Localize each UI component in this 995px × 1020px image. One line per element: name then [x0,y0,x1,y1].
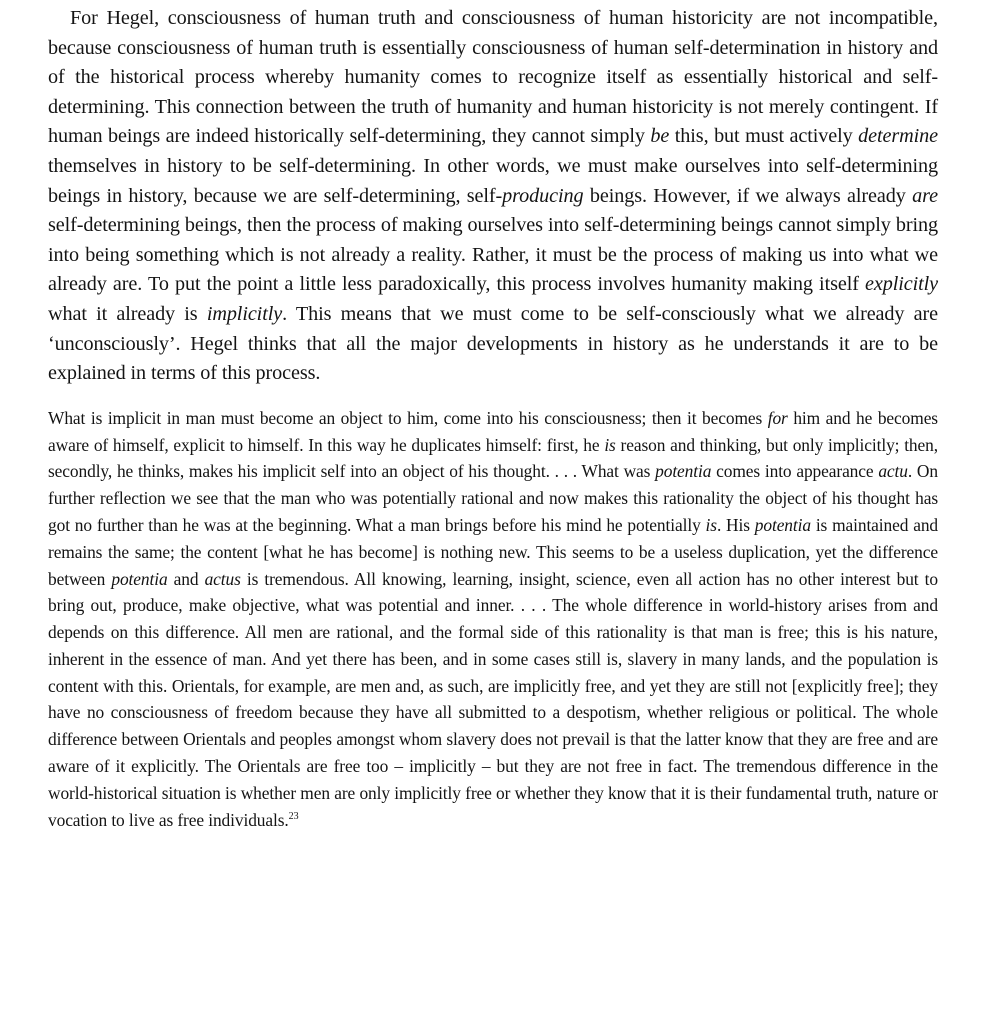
emphasis: be [650,125,670,148]
emphasis: explicitly [865,273,938,296]
emphasis: is [705,514,717,535]
emphasis: determine [858,125,938,148]
emphasis: for [767,407,788,428]
emphasis: potentia [111,568,168,589]
emphasis: potentia [655,461,712,482]
emphasis: actu [878,461,908,482]
emphasis: implicitly [206,302,283,325]
quote-text: What is implicit in man must become an object to him, come into his consciousness; then it becomes for him and he becomes aware of himself, explicit to himself. In this way he duplicates himself: first, he is reason and thinking, but only implicitly; then, secondly, he thinks, makes his implicit self into an object of his thought. . . . What was potentia comes into appearance actu. On further reflection we see that the man who was potentially rational and now makes this rationality the object of his thought has got no further than he was at the beginning. What a man brings before his mind he potentially is. His potentia is maintained and remains the same; the content [what he has become] is nothing new. This seems to be a useless duplication, yet the difference between potentia and actus is tremendous. All knowing, learning, insight, science, even all action has no other interest but to bring out, produce, make objective, what was potential and inner. . . . The whole difference in world-history arises from and depends on this difference. All men are rational, and the formal side of this rationality is that man is free; this is his nature, inherent in the essence of man. And yet there has been, and in some cases still is, slavery in many lands, and the population is content with this. Orientals, for example, are men and, as such, are implicitly free, and yet they are still not [explicitly free]; they have no consciousness of freedom because they have all submitted to a despotism, whether religious or political. The whole difference between Orientals and peoples amongst whom slavery does not prevail is that the latter know that they are free and are aware of it explicitly. The Orientals are free too – implicitly – but they are not free in fact. The tremendous difference in the world-historical situation is whether men are only implicitly free or whether they know that it is their fundamental truth, nature or vocation to live as free individuals.$^{23}$ [48,407,939,830]
emphasis: producing [502,184,584,207]
block-quote [48,405,938,834]
footnote-marker[interactable]: 23 [288,810,299,822]
body-paragraph [48,4,938,389]
document-page [48,4,938,833]
emphasis: actus [204,568,241,589]
emphasis: potentia [754,514,811,535]
body-text: For Hegel, consciousness of human truth and consciousness of human historicity are not incompatible, because consciousness of human truth is essentially consciousness of human self-determination in history and of the historical process whereby humanity comes to recognize itself as essentially historical and self-determining. This connection between the truth of humanity and human historicity is not merely contingent. If human beings are indeed historically self-determining, they cannot simply be this, but must actively determine themselves in history to be self-determining. In other words, we must make ourselves into self-determining beings in history, because we are self-determining, self-producing beings. However, if we always already are self-determining beings, then the process of making ourselves into self-determining beings cannot simply bring into being something which is not already a reality. Rather, it must be the process of making us into what we already are. To put the point a little less paradoxically, this process involves humanity making itself explicitly what it already is implicitly. This means that we must come to be self-consciously what we already are ‘unconsciously’. Hegel thinks that all the major developments in history as he understands it are to be explained in terms of this process. [48,7,938,385]
emphasis: is [604,434,616,455]
emphasis: are [912,184,938,207]
